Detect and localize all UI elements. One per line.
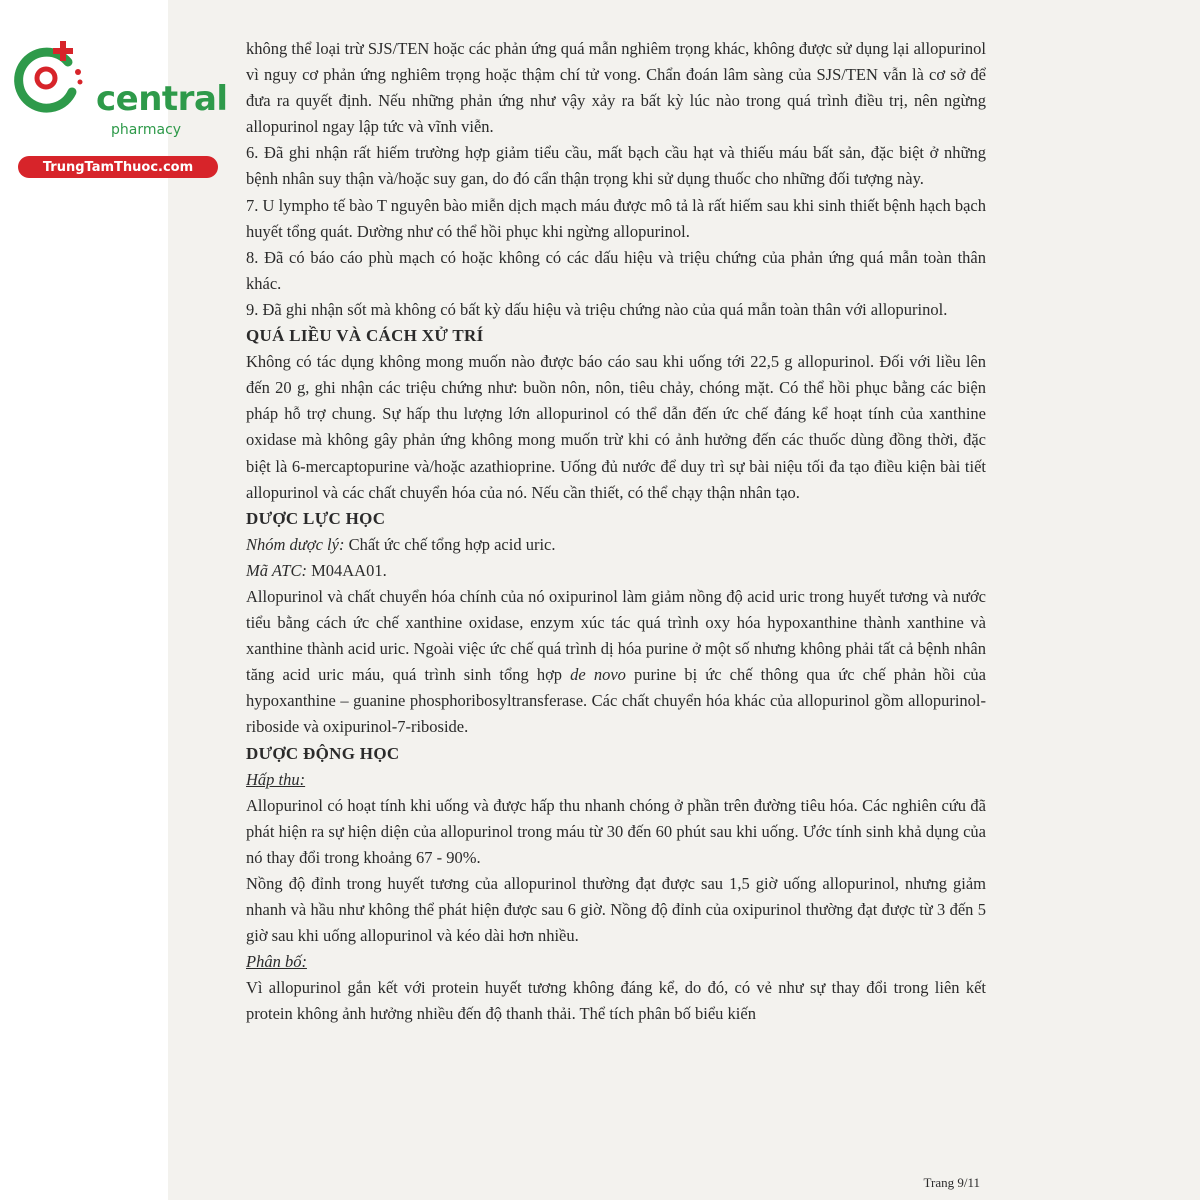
paragraph-absorption-1: Allopurinol có hoạt tính khi uống và được hấp thu nhanh chóng ở phần trên đường tiêu hóa. Các nghiên cứu đã phát hiện ra sự hiện diện của allopurinol trong máu từ 30 đến 60 phút sau khi uống. Ước tính sinh khả dụng của nó thay đổi trong khoảng 67 - 90%. — [246, 795, 986, 867]
document-body — [246, 36, 986, 1028]
brand-subtitle: pharmacy — [111, 122, 182, 138]
absorption-subheading — [246, 767, 986, 793]
pd-text-2: purine bị ức chế thông qua ức chế phản hồi của hypoxanthine – guanine phosphoribosyltransferase. Các chất chuyển hóa khác của allopurinol gồm allopurinol-riboside và oxipurinol-7-riboside. — [246, 665, 986, 737]
pd-text-1: Allopurinol và chất chuyển hóa chính của nó oxipurinol làm giảm nồng độ acid uric trong huyết tương và nước tiểu bằng cách ức chế xanthine oxidase, enzym xúc tác quá trình oxy hóa hypoxanthine thành xanthine và xanthine thành acid uric. Ngoài việc ức chế quá trình dị hóa purine ở một số nhưng không phải tất cả bệnh nhân tăng acid uric máu, quá trình sinh tổng hợp — [246, 586, 986, 685]
atc-label: Mã ATC: — [246, 560, 307, 580]
pharmacy-logo-icon — [10, 38, 90, 118]
paragraph-item-6: 6. Đã ghi nhận rất hiếm trường hợp giảm tiểu cầu, mất bạch cầu hạt và thiếu máu bất sản, đặc biệt ở những bệnh nhân suy thận và/hoặc suy gan, do đó cẩn thận trọng khi sử dụng thuốc cho những đối tượng này. — [246, 143, 986, 189]
paragraph-overdose: Không có tác dụng không mong muốn nào được báo cáo sau khi uống tới 22,5 g allopurinol. Đối với liều lên đến 20 g, ghi nhận các triệu chứng như: buồn nôn, nôn, tiêu chảy, chóng mặt. Có thể hồi phục bằng các biện pháp hỗ trợ chung. Sự hấp thu lượng lớn allopurinol có thể dẫn đến ức chế đáng kể hoạt tính của xanthine oxidase mà không gây phản ứng không mong muốn trừ khi có ảnh hưởng đến các thuốc dùng đồng thời, đặc biệt là 6-mercaptopurine và/hoặc azathioprine. Uống đủ nước để duy trì sự bài niệu tối đa tạo điều kiện bài tiết allopurinol và các chất chuyển hóa của nó. Nếu cần thiết, có thể chạy thận nhân tạo. — [246, 352, 986, 502]
group-value: Chất ức chế tổng hợp acid uric. — [344, 534, 556, 554]
distribution-subheading — [246, 949, 986, 975]
heading-pharmacokinetics: DƯỢC ĐỘNG HỌC — [246, 743, 400, 763]
central-pharmacy-logo[interactable] — [10, 38, 228, 175]
atc-code — [246, 558, 986, 584]
heading-overdose: QUÁ LIỀU VÀ CÁCH XỬ TRÍ — [246, 326, 484, 346]
brand-name: central — [96, 79, 228, 119]
atc-value: M04AA01. — [306, 560, 387, 580]
brand-website[interactable]: TrungTamThuoc.com — [18, 156, 218, 178]
paragraph-item-7: 7. U lympho tế bào T nguyên bào miễn dịch mạch máu được mô tả là rất hiếm sau khi sinh thiết bệnh hạch bạch huyết tổng quát. Dường như có thể hồi phục khi ngừng allopurinol. — [246, 195, 986, 241]
paragraph-sjs-ten: không thể loại trừ SJS/TEN hoặc các phản ứng quá mẫn nghiêm trọng khác, không được sử dụng lại allopurinol vì nguy cơ phản ứng nghiêm trọng hoặc thậm chí tử vong. Chẩn đoán lâm sàng của SJS/TEN vẫn là cơ sở để đưa ra quyết định. Nếu những phản ứng như vậy xảy ra bất kỳ lúc nào trong quá trình điều trị, nên ngừng allopurinol ngay lập tức và vĩnh viễn. — [246, 39, 986, 137]
group-label: Nhóm dược lý: — [246, 534, 345, 554]
absorption-label: Hấp thu: — [246, 769, 306, 789]
paragraph-distribution: Vì allopurinol gắn kết với protein huyết tương không đáng kể, do đó, có vẻ như sự thay đổi trong liên kết protein không ảnh hưởng nhiều đến độ thanh thải. Thể tích phân bố biểu kiến — [246, 978, 986, 1024]
paragraph-absorption-2: Nồng độ đỉnh trong huyết tương của allopurinol thường đạt được sau 1,5 giờ uống allopurinol, nhưng giảm nhanh và hầu như không thể phát hiện được sau 6 giờ. Nồng độ đỉnh của oxipurinol thường đạt được từ 3 đến 5 giờ sau khi uống allopurinol và kéo dài hơn nhiều. — [246, 874, 986, 946]
pharmacologic-group — [246, 532, 986, 558]
distribution-label: Phân bố: — [246, 952, 307, 972]
pd-text-italic: de novo — [570, 665, 626, 685]
heading-pharmacodynamics: DƯỢC LỰC HỌC — [246, 508, 386, 528]
paragraph-item-8: 8. Đã có báo cáo phù mạch có hoặc không có các dấu hiệu và triệu chứng của phản ứng quá mẫn toàn thân khác. — [246, 247, 986, 293]
paragraph-item-9: 9. Đã ghi nhận sốt mà không có bất kỳ dấu hiệu và triệu chứng nào của quá mẫn toàn thân với allopurinol. — [246, 299, 948, 319]
paragraph-pharmacodynamics — [246, 584, 986, 741]
page-number: Trang 9/11 — [923, 1175, 980, 1190]
